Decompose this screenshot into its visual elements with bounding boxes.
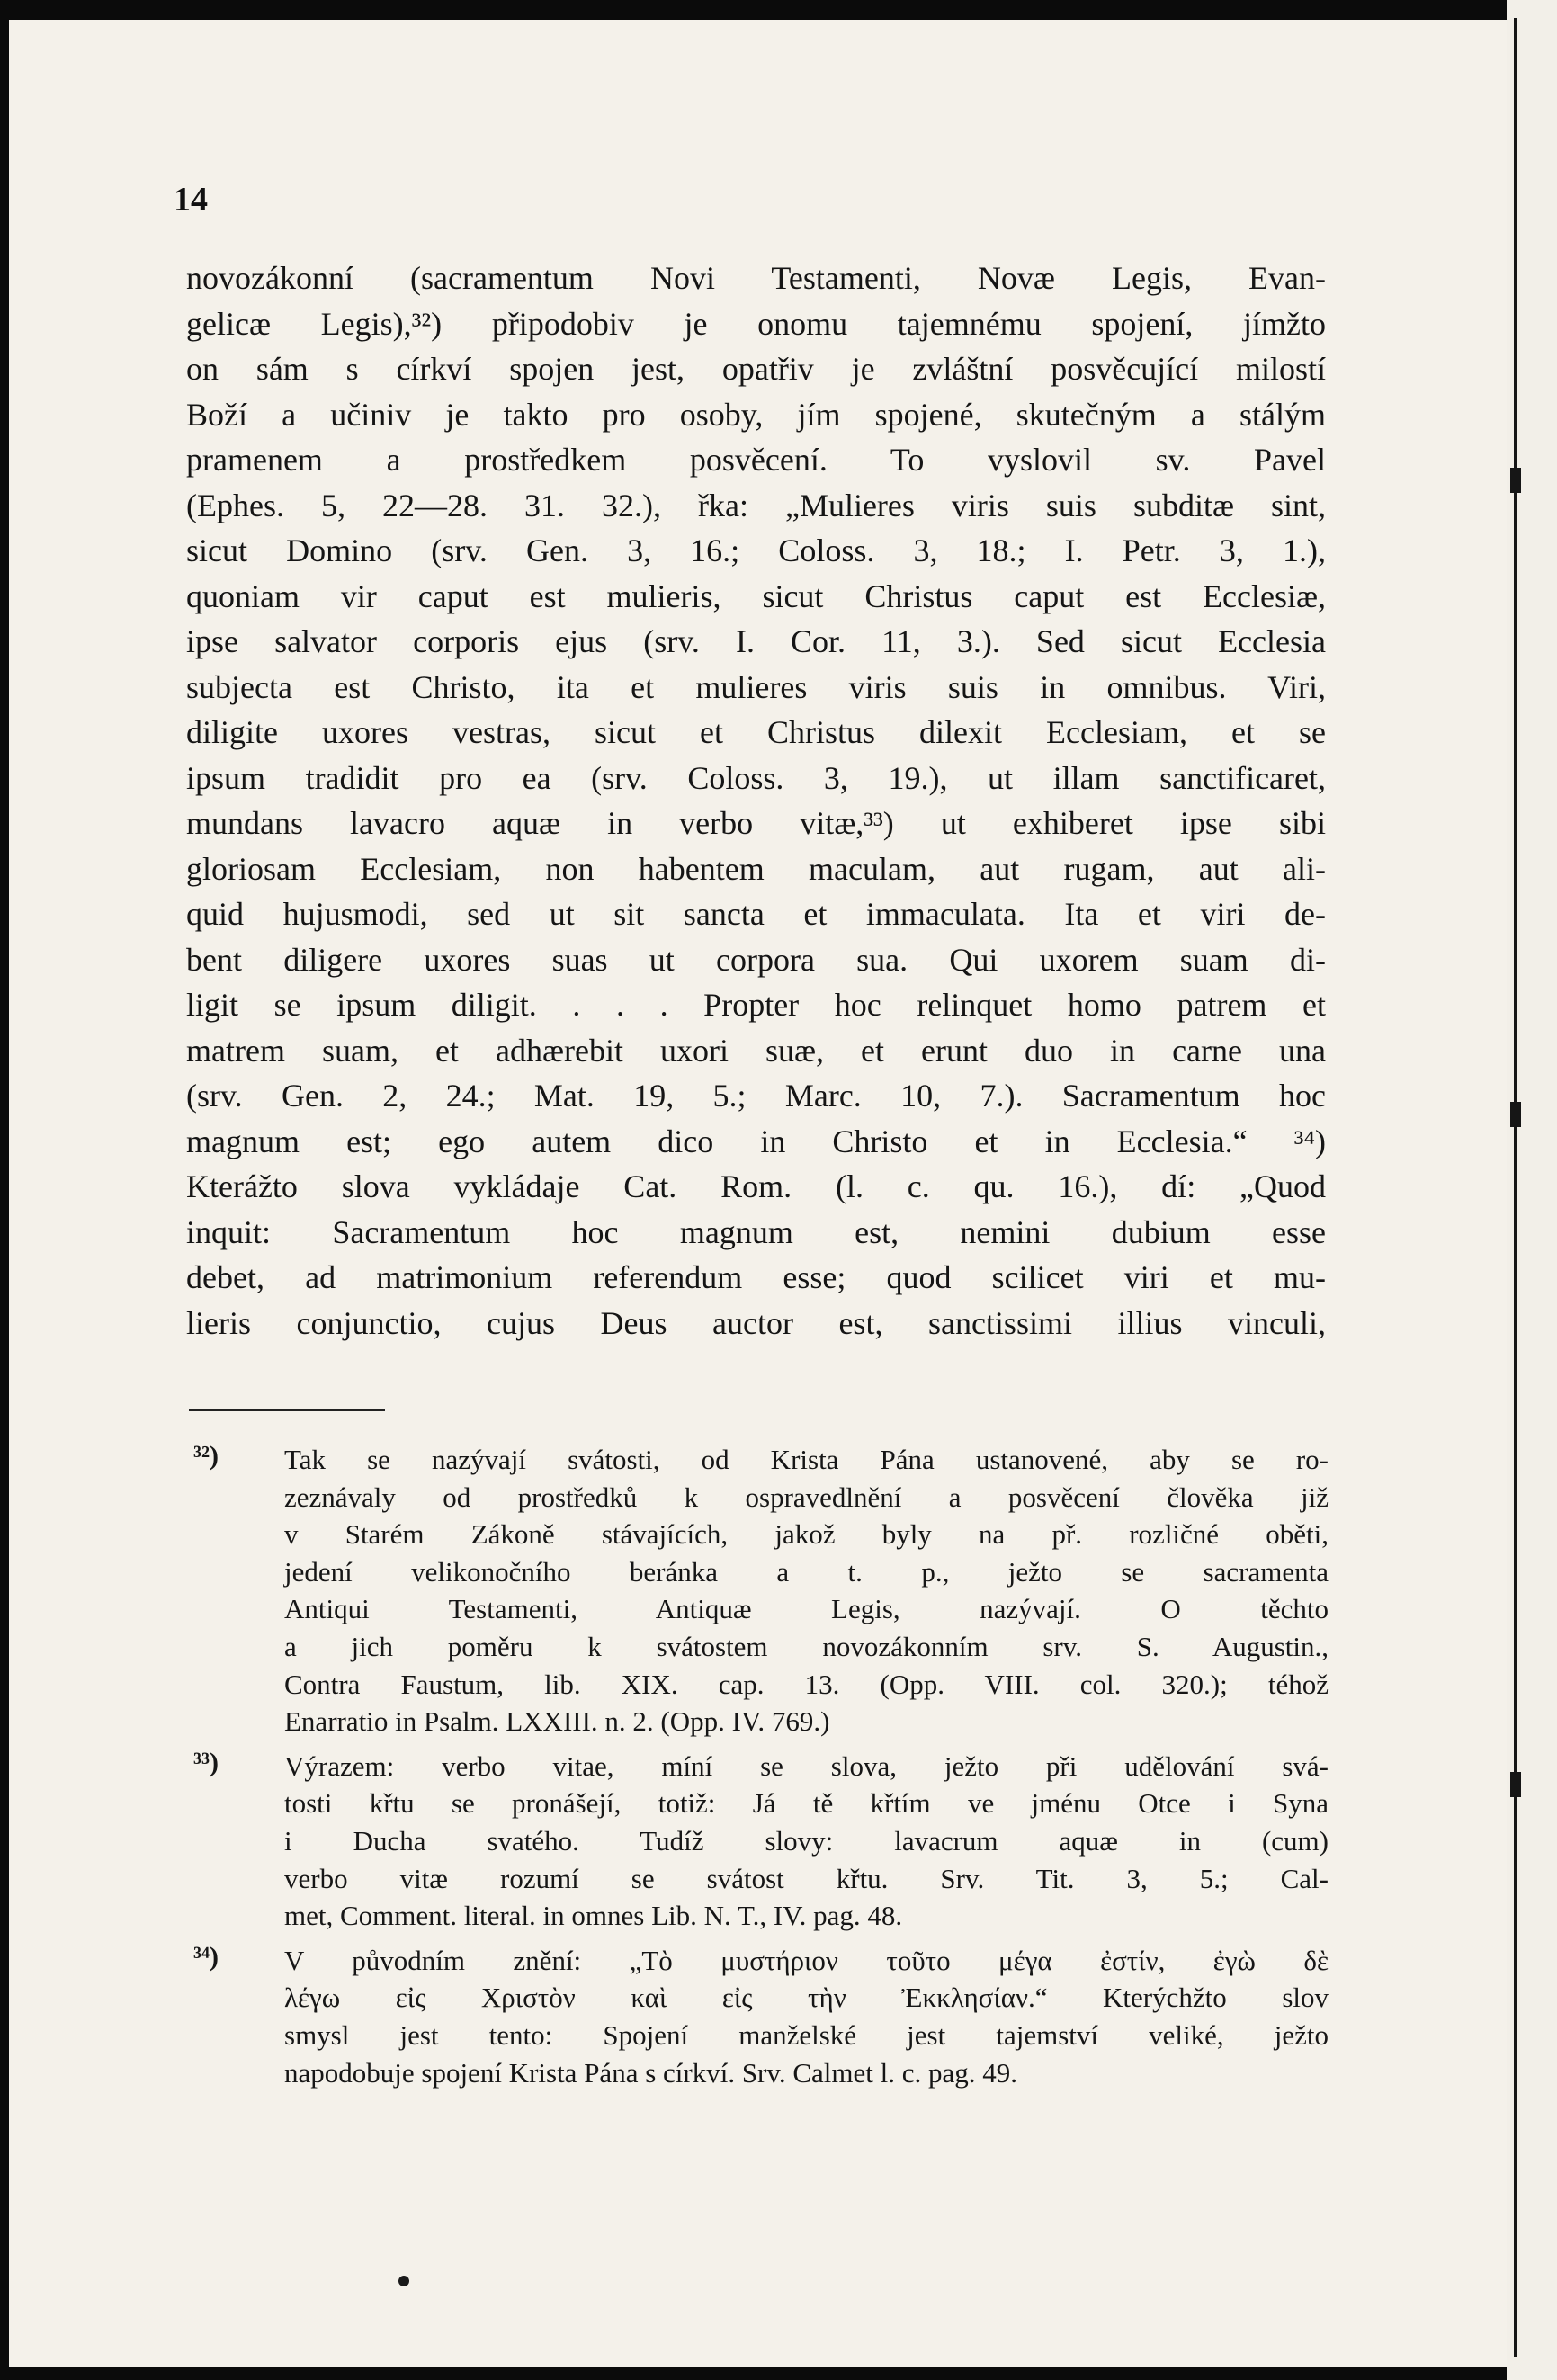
text-line: sicut Domino (srv. Gen. 3, 16.; Coloss. 3, 18.; I. Petr. 3, 1.), — [186, 532, 1326, 568]
text-line: on sám s církví spojen jest, opatřiv je zvláštní posvěcující milostí — [186, 351, 1326, 387]
footnote-line: i Ducha svatého. Tudíž slovy: lavacrum aquæ in (cum) — [284, 1824, 1329, 1857]
text-line: magnum est; ego autem dico in Christo et in Ecclesia.“ ³⁴) — [186, 1123, 1326, 1159]
footnote-line: napodobuje spojení Krista Pána s církví. Srv. Calmet l. c. pag. 49. — [284, 2056, 1018, 2089]
footnote-line: jedení velikonočního beránka a t. p., ježto se sacramenta — [284, 1555, 1329, 1588]
footnote-line: V původním znění: „Τὸ μυστήριον τοῦτο μέγα ἐστίν, ἐγὼ δὲ — [284, 1944, 1329, 1976]
page-number: 14 — [174, 181, 208, 219]
main-text — [186, 255, 1326, 1346]
footnote-marker: ³²) — [193, 1441, 219, 1471]
text-line: novozákonní (sacramentum Novi Testamenti, Novæ Legis, Evan- — [186, 260, 1326, 296]
footnote-line: Contra Faustum, lib. XIX. cap. 13. (Opp. VIII. col. 320.); téhož — [284, 1668, 1329, 1700]
scan-edge-mark — [1510, 1772, 1521, 1797]
text-line: quoniam vir caput est mulieris, sicut Christus caput est Ecclesiæ, — [186, 577, 1326, 614]
footnote-line: v Starém Zákoně stávajících, jakož byly na př. rozličné oběti, — [284, 1518, 1329, 1551]
text-line: (Ephes. 5, 22—28. 31. 32.), řka: „Mulieres viris suis subditæ sint, — [186, 487, 1326, 523]
footnote-line: Antiqui Testamenti, Antiquæ Legis, nazývají. O těchto — [284, 1593, 1329, 1625]
footnote-line: Enarratio in Psalm. LXXIII. n. 2. (Opp. IV. 769.) — [284, 1705, 830, 1738]
footnote-line: λέγω εἰς Χριστὸν καὶ εἰς τὴν Ἐκκλησίαν.“ Kterýchžto slov — [284, 1982, 1329, 2014]
footnote-line: a jich poměru k svátostem novozákonním srv. S. Augustin., — [284, 1630, 1329, 1662]
text-line: mundans lavacro aquæ in verbo vitæ,³³) ut exhiberet ipse sibi — [186, 805, 1326, 841]
text-line: Boží a učiniv je takto pro osoby, jím spojené, skutečným a stálým — [186, 396, 1326, 433]
footnote-line: smysl jest tento: Spojení manželské jest tajemství veliké, ježto — [284, 2018, 1329, 2051]
text-line: bent diligere uxores suas ut corpora sua. Qui uxorem suam di- — [186, 941, 1326, 978]
text-line: debet, ad matrimonium referendum esse; quod scilicet viri et mu- — [186, 1259, 1326, 1295]
footnote-marker: ³³) — [193, 1747, 219, 1777]
text-line: ipsum tradidit pro ea (srv. Coloss. 3, 19.), ut illam sanctificaret, — [186, 759, 1326, 796]
ink-speck — [398, 2276, 409, 2286]
text-line: ligit se ipsum diligit. . . . Propter hoc relinquet homo patrem et — [186, 987, 1326, 1023]
footnote-32 — [193, 1441, 1329, 1740]
text-line: diligite uxores vestras, sicut et Christus dilexit Ecclesiam, et se — [186, 714, 1326, 750]
text-line: Kterážto slova vykládaje Cat. Rom. (l. c. qu. 16.), dí: „Quod — [186, 1168, 1326, 1204]
footnote-33 — [193, 1748, 1329, 1935]
footnotes — [193, 1441, 1329, 2098]
text-line: inquit: Sacramentum hoc magnum est, nemini dubium esse — [186, 1213, 1326, 1250]
text-line: lieris conjunctio, cujus Deus auctor est, sanctissimi illius vinculi, — [186, 1304, 1326, 1341]
footnote-line: met, Comment. literal. in omnes Lib. N. T., IV. pag. 48. — [284, 1900, 903, 1932]
text-line: (srv. Gen. 2, 24.; Mat. 19, 5.; Marc. 10, 7.). Sacramentum hoc — [186, 1078, 1326, 1114]
book-page — [9, 20, 1507, 2367]
scan-edge-line — [1514, 18, 1517, 2357]
footnote-line: zeznávaly od prostředků k ospravedlnění a posvěcení člověka již — [284, 1481, 1329, 1513]
footnote-line: Výrazem: verbo vitae, míní se slova, ježto při udělování svá- — [284, 1749, 1329, 1782]
footnote-separator — [189, 1409, 385, 1411]
footnote-line: tosti křtu se pronášejí, totiž: Já tě křtím ve jménu Otce i Syna — [284, 1787, 1329, 1820]
text-line: gloriosam Ecclesiam, non habentem maculam, aut rugam, aut ali- — [186, 850, 1326, 887]
scan-edge — [1507, 0, 1557, 2380]
text-line: ipse salvator corporis ejus (srv. I. Cor. 11, 3.). Sed sicut Ecclesia — [186, 623, 1326, 659]
text-line: quid hujusmodi, sed ut sit sancta et immaculata. Ita et viri de- — [186, 896, 1326, 932]
text-line: matrem suam, et adhærebit uxori suæ, et erunt duo in carne una — [186, 1032, 1326, 1069]
text-line: pramenem a prostředkem posvěcení. To vyslovil sv. Pavel — [186, 442, 1326, 478]
scan-edge-mark — [1510, 1102, 1521, 1127]
footnote-marker: ³⁴) — [193, 1941, 219, 1972]
footnote-line: verbo vitæ rozumí se svátost křtu. Srv. Tit. 3, 5.; Cal- — [284, 1862, 1329, 1894]
footnote-line: Tak se nazývají svátosti, od Krista Pána ustanovené, aby se ro- — [284, 1444, 1329, 1475]
text-line: subjecta est Christo, ita et mulieres viris suis in omnibus. Viri, — [186, 668, 1326, 705]
scan-edge-mark — [1510, 468, 1521, 493]
text-line: gelicæ Legis),³²) připodobiv je onomu tajemnému spojení, jímžto — [186, 305, 1326, 342]
footnote-34 — [193, 1942, 1329, 2091]
